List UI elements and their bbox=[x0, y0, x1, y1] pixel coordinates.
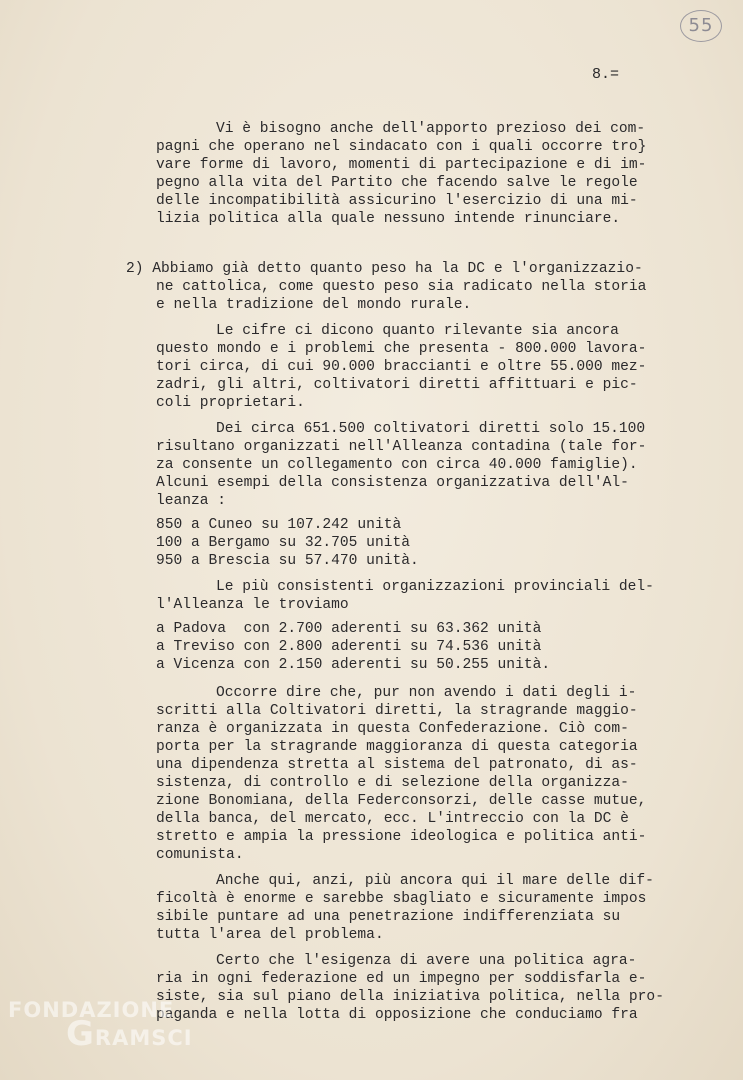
fondazione-gramsci-watermark bbox=[8, 998, 208, 1054]
text-line: siste, sia sul piano della iniziativa politica, nella pro- bbox=[156, 989, 664, 1005]
text-line: vare forme di lavoro, momenti di partecipazione e di im- bbox=[156, 157, 647, 173]
list-item: 100 a Bergamo su 32.705 unità bbox=[156, 535, 410, 551]
list-item: a Vicenza con 2.150 aderenti su 50.255 unità. bbox=[156, 657, 551, 673]
text-line: delle incompatibilità assicurino l'esercizio di una mi- bbox=[156, 193, 638, 209]
text-line: Anche qui, anzi, più ancora qui il mare delle dif- bbox=[216, 873, 654, 889]
text-line: zione Bonomiana, della Federconsorzi, delle casse mutue, bbox=[156, 793, 647, 809]
list-item: a Padova con 2.700 aderenti su 63.362 unità bbox=[156, 621, 542, 637]
text-line: 2) Abbiamo già detto quanto peso ha la DC e l'organizzazio- bbox=[126, 261, 643, 277]
text-line: comunista. bbox=[156, 847, 244, 863]
text-line: coli proprietari. bbox=[156, 395, 305, 411]
archive-page-stamp: 55 bbox=[680, 10, 722, 42]
page-number: 8.= bbox=[592, 66, 620, 83]
text-line: za consente un collegamento con circa 40.000 famiglie). bbox=[156, 457, 638, 473]
list-item: 950 a Brescia su 57.470 unità. bbox=[156, 553, 419, 569]
text-line: pegno alla vita del Partito che facendo salve le regole bbox=[156, 175, 638, 191]
text-line: Le più consistenti organizzazioni provinciali del- bbox=[216, 579, 654, 595]
text-line: sibile puntare ad una penetrazione indifferenziata su bbox=[156, 909, 621, 925]
text-line: Vi è bisogno anche dell'apporto prezioso dei com- bbox=[216, 121, 646, 137]
text-line: lizia politica alla quale nessuno intende rinunciare. bbox=[156, 211, 621, 227]
text-line: Dei circa 651.500 coltivatori diretti solo 15.100 bbox=[216, 421, 646, 437]
text-line: ranza è organizzata in questa Confederazione. Ciò com- bbox=[156, 721, 629, 737]
text-line: questo mondo e i problemi che presenta - 800.000 lavora- bbox=[156, 341, 647, 357]
watermark-line-2 bbox=[8, 1014, 208, 1054]
watermark-rest: RAMSCI bbox=[94, 1026, 193, 1050]
text-line: tutta l'area del problema. bbox=[156, 927, 384, 943]
text-line: l'Alleanza le troviamo bbox=[156, 597, 349, 613]
text-line: ria in ogni federazione ed un impegno per soddisfarla e- bbox=[156, 971, 647, 987]
watermark-initial: G bbox=[66, 1014, 95, 1054]
text-line: ficoltà è enorme e sarebbe sbagliato e sicuramente impos bbox=[156, 891, 647, 907]
text-line: Occorre dire che, pur non avendo i dati degli i- bbox=[216, 685, 637, 701]
text-line: Certo che l'esigenza di avere una politica agra- bbox=[216, 953, 637, 969]
text-line: pagni che operano nel sindacato con i quali occorre tro} bbox=[156, 139, 647, 155]
text-line: ne cattolica, come questo peso sia radicato nella storia bbox=[156, 279, 647, 295]
text-line: leanza : bbox=[156, 493, 227, 509]
text-line: una dipendenza stretta al sistema del patronato, di as- bbox=[156, 757, 638, 773]
text-line: paganda e nella lotta di opposizione che conduciamo fra bbox=[156, 1007, 638, 1023]
text-line: tori circa, di cui 90.000 braccianti e oltre 55.000 mez- bbox=[156, 359, 647, 375]
list-item: 850 a Cuneo su 107.242 unità bbox=[156, 517, 402, 533]
text-line: Alcuni esempi della consistenza organizzativa dell'Al- bbox=[156, 475, 629, 491]
watermark-line-1: FONDAZIONE bbox=[8, 998, 175, 1022]
list-item: a Treviso con 2.800 aderenti su 74.536 unità bbox=[156, 639, 542, 655]
text-line: sistenza, di controllo e di selezione della organizza- bbox=[156, 775, 629, 791]
text-line: porta per la stragrande maggioranza di questa categoria bbox=[156, 739, 638, 755]
text-line: zadri, gli altri, coltivatori diretti affittuari e pic- bbox=[156, 377, 638, 393]
text-line: e nella tradizione del mondo rurale. bbox=[156, 297, 472, 313]
text-line: Le cifre ci dicono quanto rilevante sia ancora bbox=[216, 323, 619, 339]
text-line: scritti alla Coltivatori diretti, la stragrande maggio- bbox=[156, 703, 638, 719]
text-line: risultano organizzati nell'Alleanza contadina (tale for- bbox=[156, 439, 647, 455]
text-line: stretto e ampia la pressione ideologica e politica anti- bbox=[156, 829, 647, 845]
text-line: della banca, del mercato, ecc. L'intreccio con la DC è bbox=[156, 811, 629, 827]
